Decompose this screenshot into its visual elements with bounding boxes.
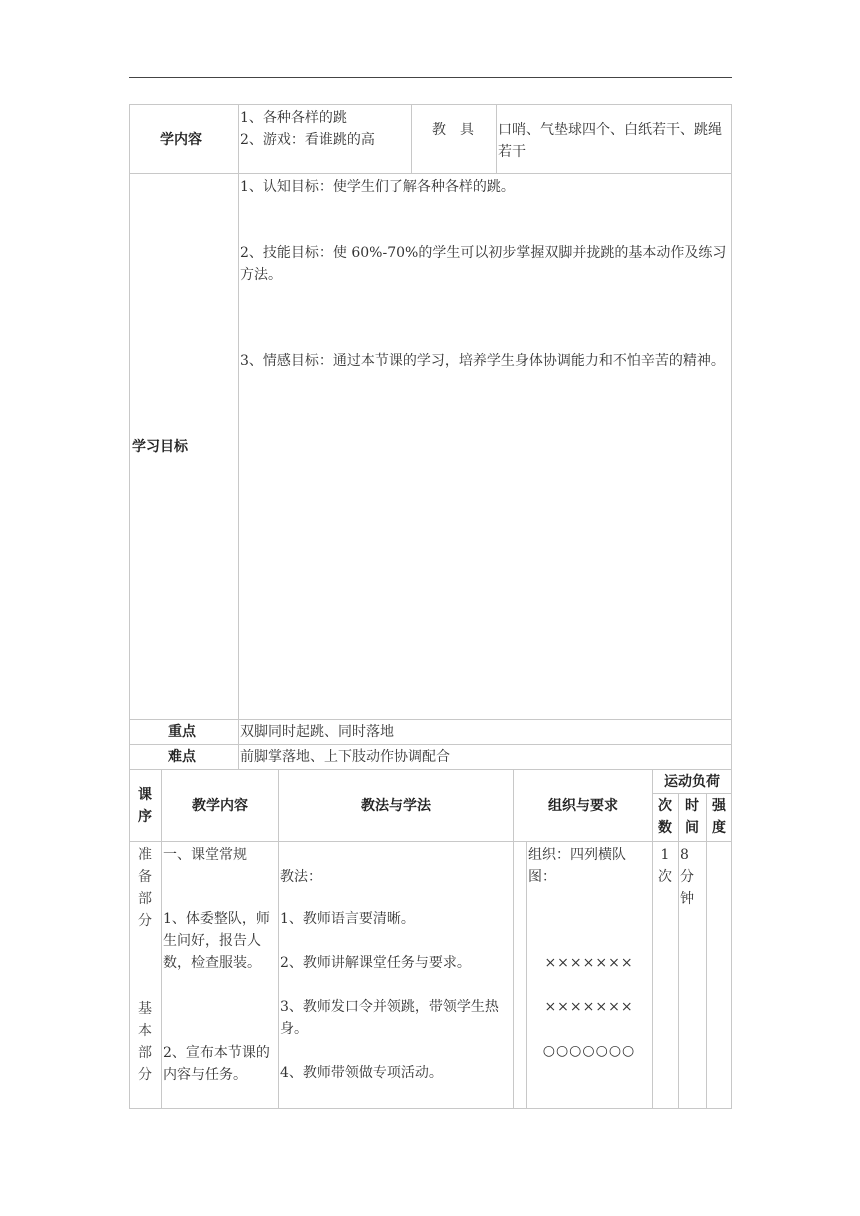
header-times: 次数 (658, 798, 672, 836)
method-cell (278, 841, 514, 1109)
header-organization-cell (513, 769, 653, 842)
organization-cell (513, 841, 653, 1109)
method-title: 教法： (280, 869, 322, 885)
header-load: 运动负荷 (664, 774, 720, 790)
header-method: 教法与学法 (361, 798, 431, 814)
formation-row-1: ××××××× (544, 955, 634, 971)
organization-title: 组织：四列横队图： (528, 847, 626, 885)
header-duration-cell (678, 793, 707, 842)
content-label: 学内容 (160, 132, 202, 148)
header-organization: 组织与要求 (548, 798, 618, 814)
difficulty-label-cell (129, 744, 239, 770)
content-label-cell (129, 104, 239, 174)
tools-label: 教 具 (432, 122, 474, 138)
key-point-label-cell (129, 719, 239, 745)
content-line-2: 2、游戏：看谁跳的高 (240, 132, 375, 148)
header-order-cell (129, 769, 162, 842)
section-cell (129, 841, 162, 1109)
section-prep: 准备部分 (138, 847, 152, 929)
header-method-cell (278, 769, 514, 842)
header-content-cell (161, 769, 279, 842)
content-line-1: 1、各种各样的跳 (240, 110, 347, 126)
difficulty-text: 前脚掌落地、上下肢动作协调配合 (240, 749, 450, 765)
formation-row-2: ××××××× (544, 999, 634, 1015)
key-point-text: 双脚同时起跳、同时落地 (240, 724, 394, 740)
header-intensity-cell (706, 793, 732, 842)
method-item-4: 4、教师带领做专项活动。 (280, 1065, 443, 1081)
header-content: 教学内容 (192, 798, 248, 814)
header-rule (129, 77, 732, 78)
objective-cognitive: 1、认知目标：使学生们了解各种各样的跳。 (240, 179, 515, 195)
formation-row-3: ○○○○○○○ (542, 1043, 636, 1059)
difficulty-value-cell (238, 744, 732, 770)
header-intensity: 强度 (712, 798, 726, 836)
section-basic: 基本部分 (138, 1001, 152, 1083)
times-value: 1次 (658, 847, 672, 885)
content-cell (161, 841, 279, 1109)
objective-skill: 2、技能目标：使 60%-70%的学生可以初步掌握双脚并拢跳的基本动作及练习方法。 (240, 245, 727, 283)
method-item-1: 1、教师语言要清晰。 (280, 911, 415, 927)
key-point-label: 重点 (168, 724, 196, 740)
difficulty-label: 难点 (168, 749, 196, 765)
header-order: 课序 (138, 787, 152, 825)
duration-cell (678, 841, 707, 1109)
objectives-label: 学习目标 (132, 439, 188, 455)
key-point-value-cell (238, 719, 732, 745)
times-cell (652, 841, 679, 1109)
method-item-2: 2、教师讲解课堂任务与要求。 (280, 955, 471, 971)
header-duration: 时间 (685, 798, 699, 836)
method-item-3: 3、教师发口令并领跳，带领学生热身。 (280, 999, 499, 1037)
routine-item-1: 1、体委整队，师生问好，报告人数，检查服装。 (163, 911, 270, 971)
routine-title: 一、课堂常规 (163, 847, 247, 863)
tools-value-cell (496, 104, 732, 174)
content-value-cell (238, 104, 412, 174)
header-times-cell (652, 793, 679, 842)
duration-value: 8分钟 (680, 847, 694, 907)
objectives-value-cell (238, 173, 732, 720)
tools-text: 口哨、气垫球四个、白纸若干、跳绳若干 (498, 122, 722, 160)
routine-item-2: 2、宣布本节课的内容与任务。 (163, 1045, 270, 1083)
objective-emotion: 3、情感目标：通过本节课的学习，培养学生身体协调能力和不怕辛苦的精神。 (240, 353, 725, 369)
header-load-cell (652, 769, 732, 794)
objectives-label-cell (129, 173, 239, 720)
intensity-cell (706, 841, 732, 1109)
tools-label-cell (411, 104, 497, 174)
